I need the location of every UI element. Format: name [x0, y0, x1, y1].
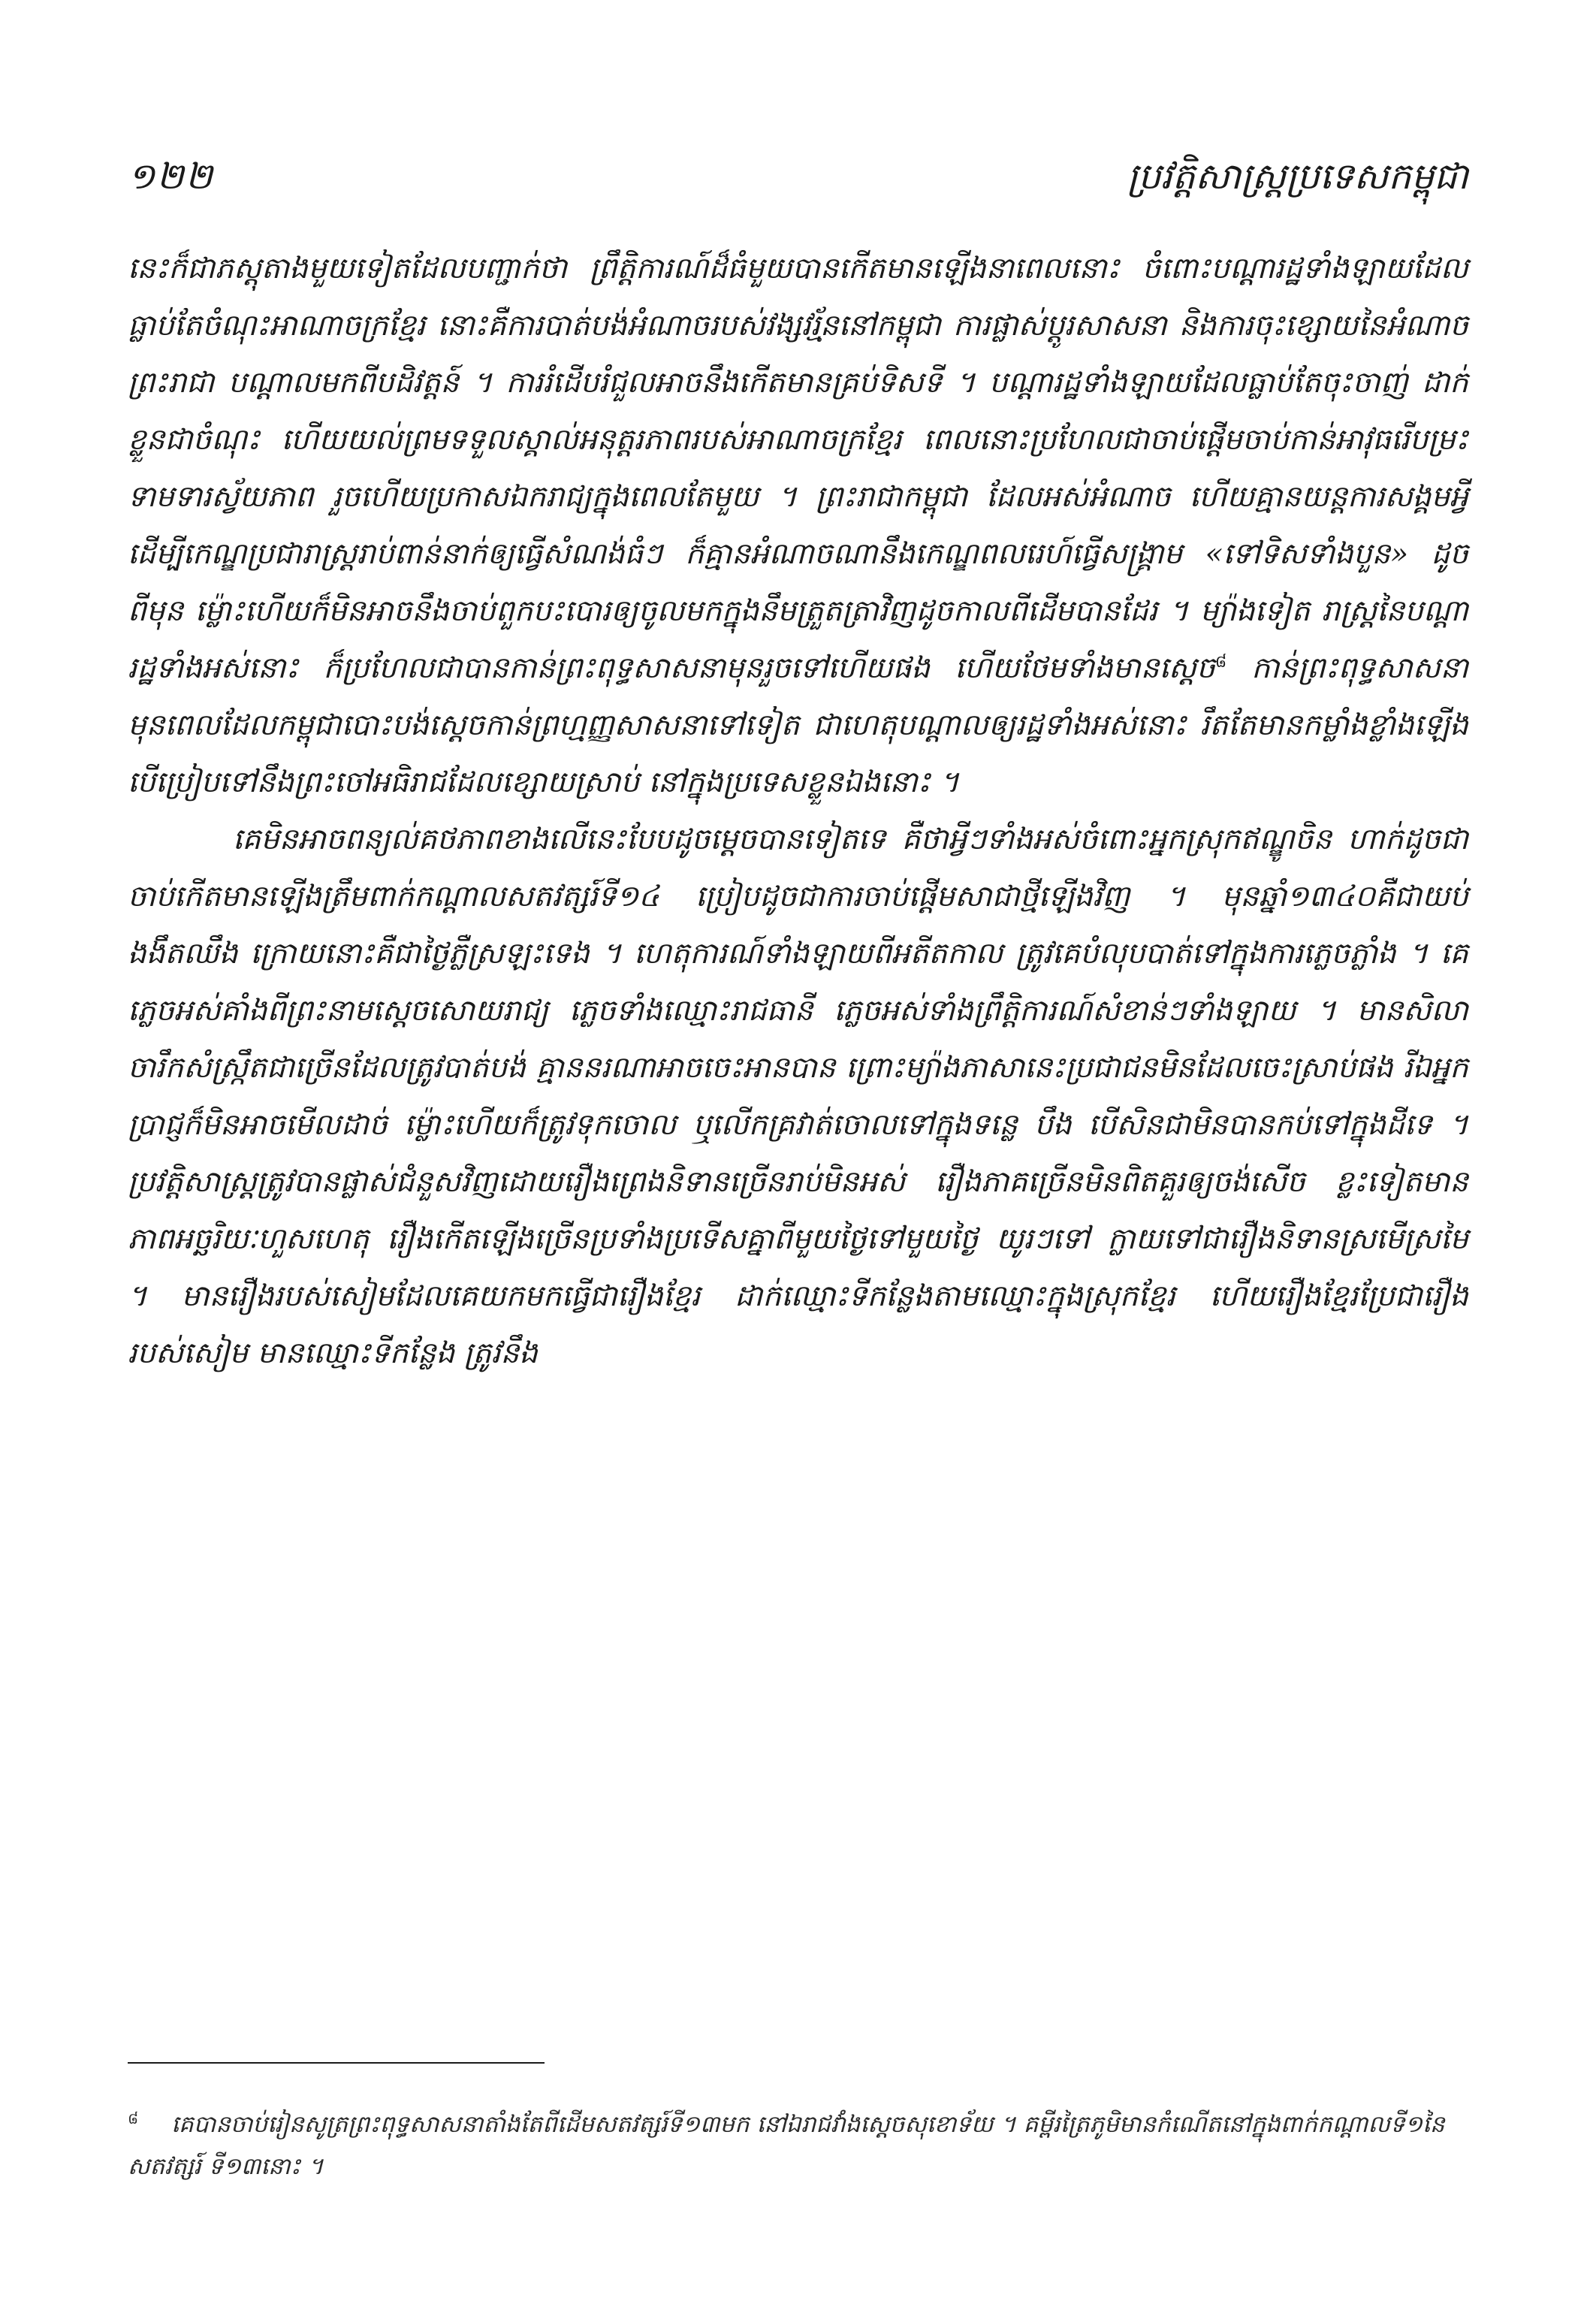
paragraph-text: កាន់ព្រះពុទ្ធសាសនា មុនពេលដែលកម្ពុជាបោះបង់ស្តេចកាន់ព្រហ្មញ្ញសាសនាទៅទៀត ជាហេតុបណ្តាលឲ្យរដ្ឋទាំងអស់នោះ រឹតតែមានកម្លាំងខ្លាំងឡើង បើប្រៀបទៅនឹងព្រះចៅអធិរាជដែលខ្សោយស្រាប់ នៅក្នុងប្រទេសខ្លួនឯងនោះ ។: [128, 651, 1468, 799]
footnote-reference[interactable]: ៨: [1214, 653, 1227, 672]
paragraph-text: នេះក៏ជាភស្តុតាងមួយទៀតដែលបញ្ជាក់ថា ព្រឹត្តិការណ៍ដ៏ធំមួយបានកើតមានឡើងនាពេលនោះ ចំពោះបណ្តារដ្ឋទាំងឡាយដែលធ្លាប់តែចំណុះអាណាចក្រខ្មែរ នោះគឺការបាត់បង់អំណាចរបស់វង្សវរ្ម័ននៅកម្ពុជា ការផ្លាស់ប្តូរសាសនា និងការចុះខ្សោយនៃអំណាចព្រះរាជា បណ្តាលមកពីបដិវត្តន៍ ។ ការរំដើបរំជួលអាចនឹងកើតមានគ្រប់ទិសទី ។ បណ្តារដ្ឋទាំងឡាយដែលធ្លាប់តែចុះចាញ់ ដាក់ខ្លួនជាចំណុះ ហើយយល់ព្រមទទួលស្គាល់អនុត្តរភាពរបស់អាណាចក្រខ្មែរ ពេលនោះប្រហែលជាចាប់ផ្តើមចាប់កាន់អាវុធរើបម្រះទាមទារស្វ័យភាព រួចហើយប្រកាសឯករាជ្យក្នុងពេលតែមួយ ។ ព្រះរាជាកម្ពុជា ដែលអស់អំណាច ហើយគ្មានយន្តការសង្គមអ្វី ដើម្បីកេណ្ឌប្រជារាស្ត្ររាប់ពាន់នាក់ឲ្យធ្វើសំណង់ធំៗ ក៏គ្មានអំណាចណានឹងកេណ្ឌពលរេហ៍ធ្វើសង្គ្រាម «ទៅទិសទាំងបួន» ដូចពីមុន ម៉្លោះហើយក៏មិនអាចនឹងចាប់ពួកបះបោរឲ្យចូលមកក្នុងនឹមត្រួតត្រាវិញដូចកាលពីដើមបានដែរ ។ ម្យ៉ាងទៀត រាស្ត្រនៃបណ្តារដ្ឋទាំងអស់នោះ ក៏ប្រហែលជាបានកាន់ព្រះពុទ្ធសាសនាមុនរួចទៅហើយផង ហើយថែមទាំងមានស្តេច: [128, 252, 1468, 685]
page-number: ១២២: [128, 156, 214, 198]
paragraph: [128, 240, 1468, 811]
body-text: [128, 240, 1468, 1382]
footnote: [128, 2103, 1468, 2188]
paragraph: គេមិនអាចពន្យល់គថភាពខាងលើនេះបែបដូចម្តេចបានទៀតទេ គឺថាអ្វីៗទាំងអស់ចំពោះអ្នកស្រុកឥណ្ឌូចិន ហាក់ដូចជាចាប់កើតមានឡើងត្រឹមពាក់កណ្តាលសតវត្សរ៍ទី១៤ ប្រៀបដូចជាការចាប់ផ្តើមសាជាថ្មីឡើងវិញ ។ មុនឆ្នាំ១៣៤០គឺជាយប់ងងឹតឈឹង ក្រោយនោះគឺជាថ្ងៃភ្លឺស្រឡះទេង ។ ហេតុការណ៍ទាំងឡាយពីអតីតកាល ត្រូវគេបំលុបបាត់ទៅក្នុងការភ្លេចភ្លាំង ។ គេភ្លេចអស់គាំងពីព្រះនាមស្តេចសោយរាជ្យ ភ្លេចទាំងឈ្មោះរាជធានី ភ្លេចអស់ទាំងព្រឹត្តិការណ៍សំខាន់ៗទាំងឡាយ ។ មានសិលាចារឹកសំស្ក្រឹតជាច្រើនដែលត្រូវបាត់បង់ គ្មាននរណាអាចចេះអានបាន ព្រោះម្យ៉ាងភាសានេះប្រជាជនមិនដែលចេះស្រាប់ផង រីឯអ្នកប្រាជ្ញក៏មិនអាចមើលដាច់ ម៉្លោះហើយក៏ត្រូវទុកចោល ឬលើកគ្រវាត់ចោលទៅក្នុងទន្លេ បឹង បើសិនជាមិនបានកប់ទៅក្នុងដីទេ ។ ប្រវត្តិសាស្ត្រត្រូវបានផ្លាស់ជំនួសវិញដោយរឿងព្រេងនិទានច្រើនរាប់មិនអស់ រឿងភាគច្រើនមិនពិតគួរឲ្យចង់សើច ខ្លះទៀតមានភាពអច្ឆរិយៈហួសហេតុ រឿងកើតឡើងច្រើនប្រទាំងប្រទើសគ្នាពីមួយថ្ងៃទៅមួយថ្ងៃ យូរៗទៅ ក្លាយទៅជារឿងនិទានស្រមើស្រមៃ ។ មានរឿងរបស់សៀមដែលគេយកមកធ្វើជារឿងខ្មែរ ដាក់ឈ្មោះទីកន្លែងតាមឈ្មោះក្នុងស្រុកខ្មែរ ហើយរឿងខ្មែរប្រែជារឿងរបស់សៀម មានឈ្មោះទីកន្លែង ត្រូវនឹង: [128, 823, 1468, 1370]
footnote-divider: [128, 2062, 545, 2064]
running-title: ប្រវត្តិសាស្ត្រប្រទេសកម្ពុជា: [1127, 156, 1468, 198]
page-header: [128, 154, 1468, 214]
footnote-mark: ៨: [128, 2109, 139, 2127]
footnote-section: [128, 2103, 1468, 2188]
footnote-text: គេបានចាប់រៀនសូត្រព្រះពុទ្ធសាសនាតាំងតែពីដើមសតវត្សរ៍ទី១៣មក នៅឯរាជវាំងស្តេចសុខោទ័យ ។ គម្ពីរត្រៃភូមិមានកំណើតនៅក្នុងពាក់កណ្តាលទី១នៃសតវត្សរ៍ ទី១៣នោះ ។: [128, 2111, 1445, 2180]
